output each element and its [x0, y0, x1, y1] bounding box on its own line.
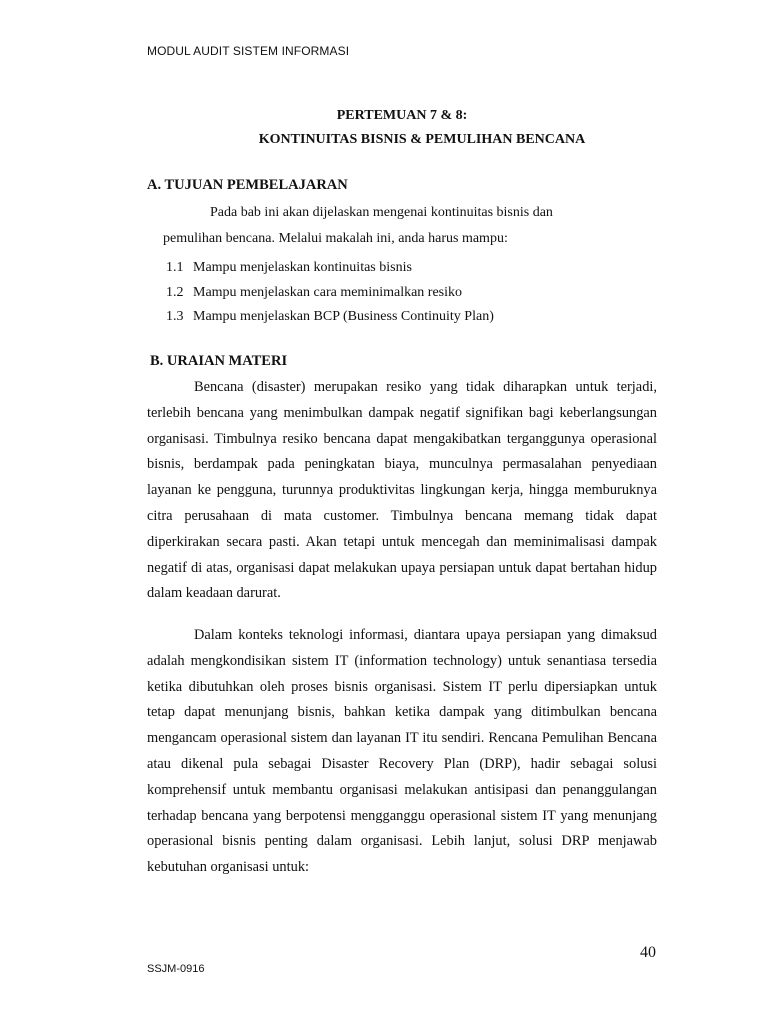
list-item — [166, 256, 494, 281]
objective-number: 1.2 — [166, 284, 184, 300]
section-a-heading: A. TUJUAN PEMBELAJARAN — [147, 177, 348, 193]
objective-text: Mampu menjelaskan BCP (Business Continuity Plan) — [193, 309, 494, 324]
running-header: MODUL AUDIT SISTEM INFORMASI — [147, 44, 350, 58]
chapter-title-line-1: PERTEMUAN 7 & 8: — [336, 108, 468, 123]
list-item — [166, 305, 494, 330]
objective-text: Mampu menjelaskan cara meminimalkan resiko — [193, 284, 463, 300]
section-b-heading: B. URAIAN MATERI — [150, 353, 288, 369]
objective-number: 1.3 — [166, 309, 184, 324]
page-number: 40 — [640, 944, 656, 961]
chapter-title-line-2: KONTINUITAS BISNIS & PEMULIHAN BENCANA — [258, 132, 586, 147]
list-item — [166, 281, 494, 306]
learning-objectives-list — [166, 256, 494, 330]
body-paragraph-1: Bencana (disaster) merupakan resiko yang tidak diharapkan untuk terjadi, terlebih bencana yang menimbulkan dampak negatif signifikan bagi keberlangsungan organisasi. Timbulnya resiko bencana dapat mengakibatkan terganggunya operasional bisnis, berdampak pada peningkatan biaya, munculnya permasalahan penyediaan layanan ke pengguna, turunnya produktivitas lingkungan kerja, hingga memburuknya citra perusahaan di mata customer. Timbulnya bencana memang tidak dapat diperkirakan secara pasti. Akan tetapi untuk mencegah dan meminimalisasi dampak negatif di atas, organisasi dapat melakukan upaya persiapan untuk dapat bertahan hidup dalam keadaan darurat. — [147, 379, 657, 602]
body-paragraph-2: Dalam konteks teknologi informasi, diantara upaya persiapan yang dimaksud adalah mengkondisikan sistem IT (information technology) untuk senantiasa tersedia ketika dibutuhkan oleh proses bisnis organisasi. Sistem IT perlu dipersiapkan untuk tetap dapat menunjang bisnis, bahkan ketika dampak yang ditimbulkan bencana mengancam operasional sistem dan layanan IT itu sendiri. Rencana Pemulihan Bencana atau dikenal pula sebagai Disaster Recovery Plan (DRP), hadir sebagai solusi komprehensif untuk membantu organisasi melakukan antisipasi dan penanggulangan terhadap bencana yang berpotensi mengganggu operasional sistem IT yang menunjang operasional bisnis penting dalam organisasi. Lebih lanjut, solusi DRP menjawab kebutuhan organisasi untuk: — [147, 627, 657, 876]
footer-code: SSJM-0916 — [147, 963, 205, 975]
objective-text: Mampu menjelaskan kontinuitas bisnis — [193, 260, 412, 275]
section-a-intro-line-2: pemulihan bencana. Melalui makalah ini, anda harus mampu: — [163, 231, 508, 246]
objective-number: 1.1 — [166, 260, 184, 275]
section-a-intro-line-1: Pada bab ini akan dijelaskan mengenai kontinuitas bisnis dan — [210, 205, 553, 220]
chapter-title — [147, 104, 657, 152]
